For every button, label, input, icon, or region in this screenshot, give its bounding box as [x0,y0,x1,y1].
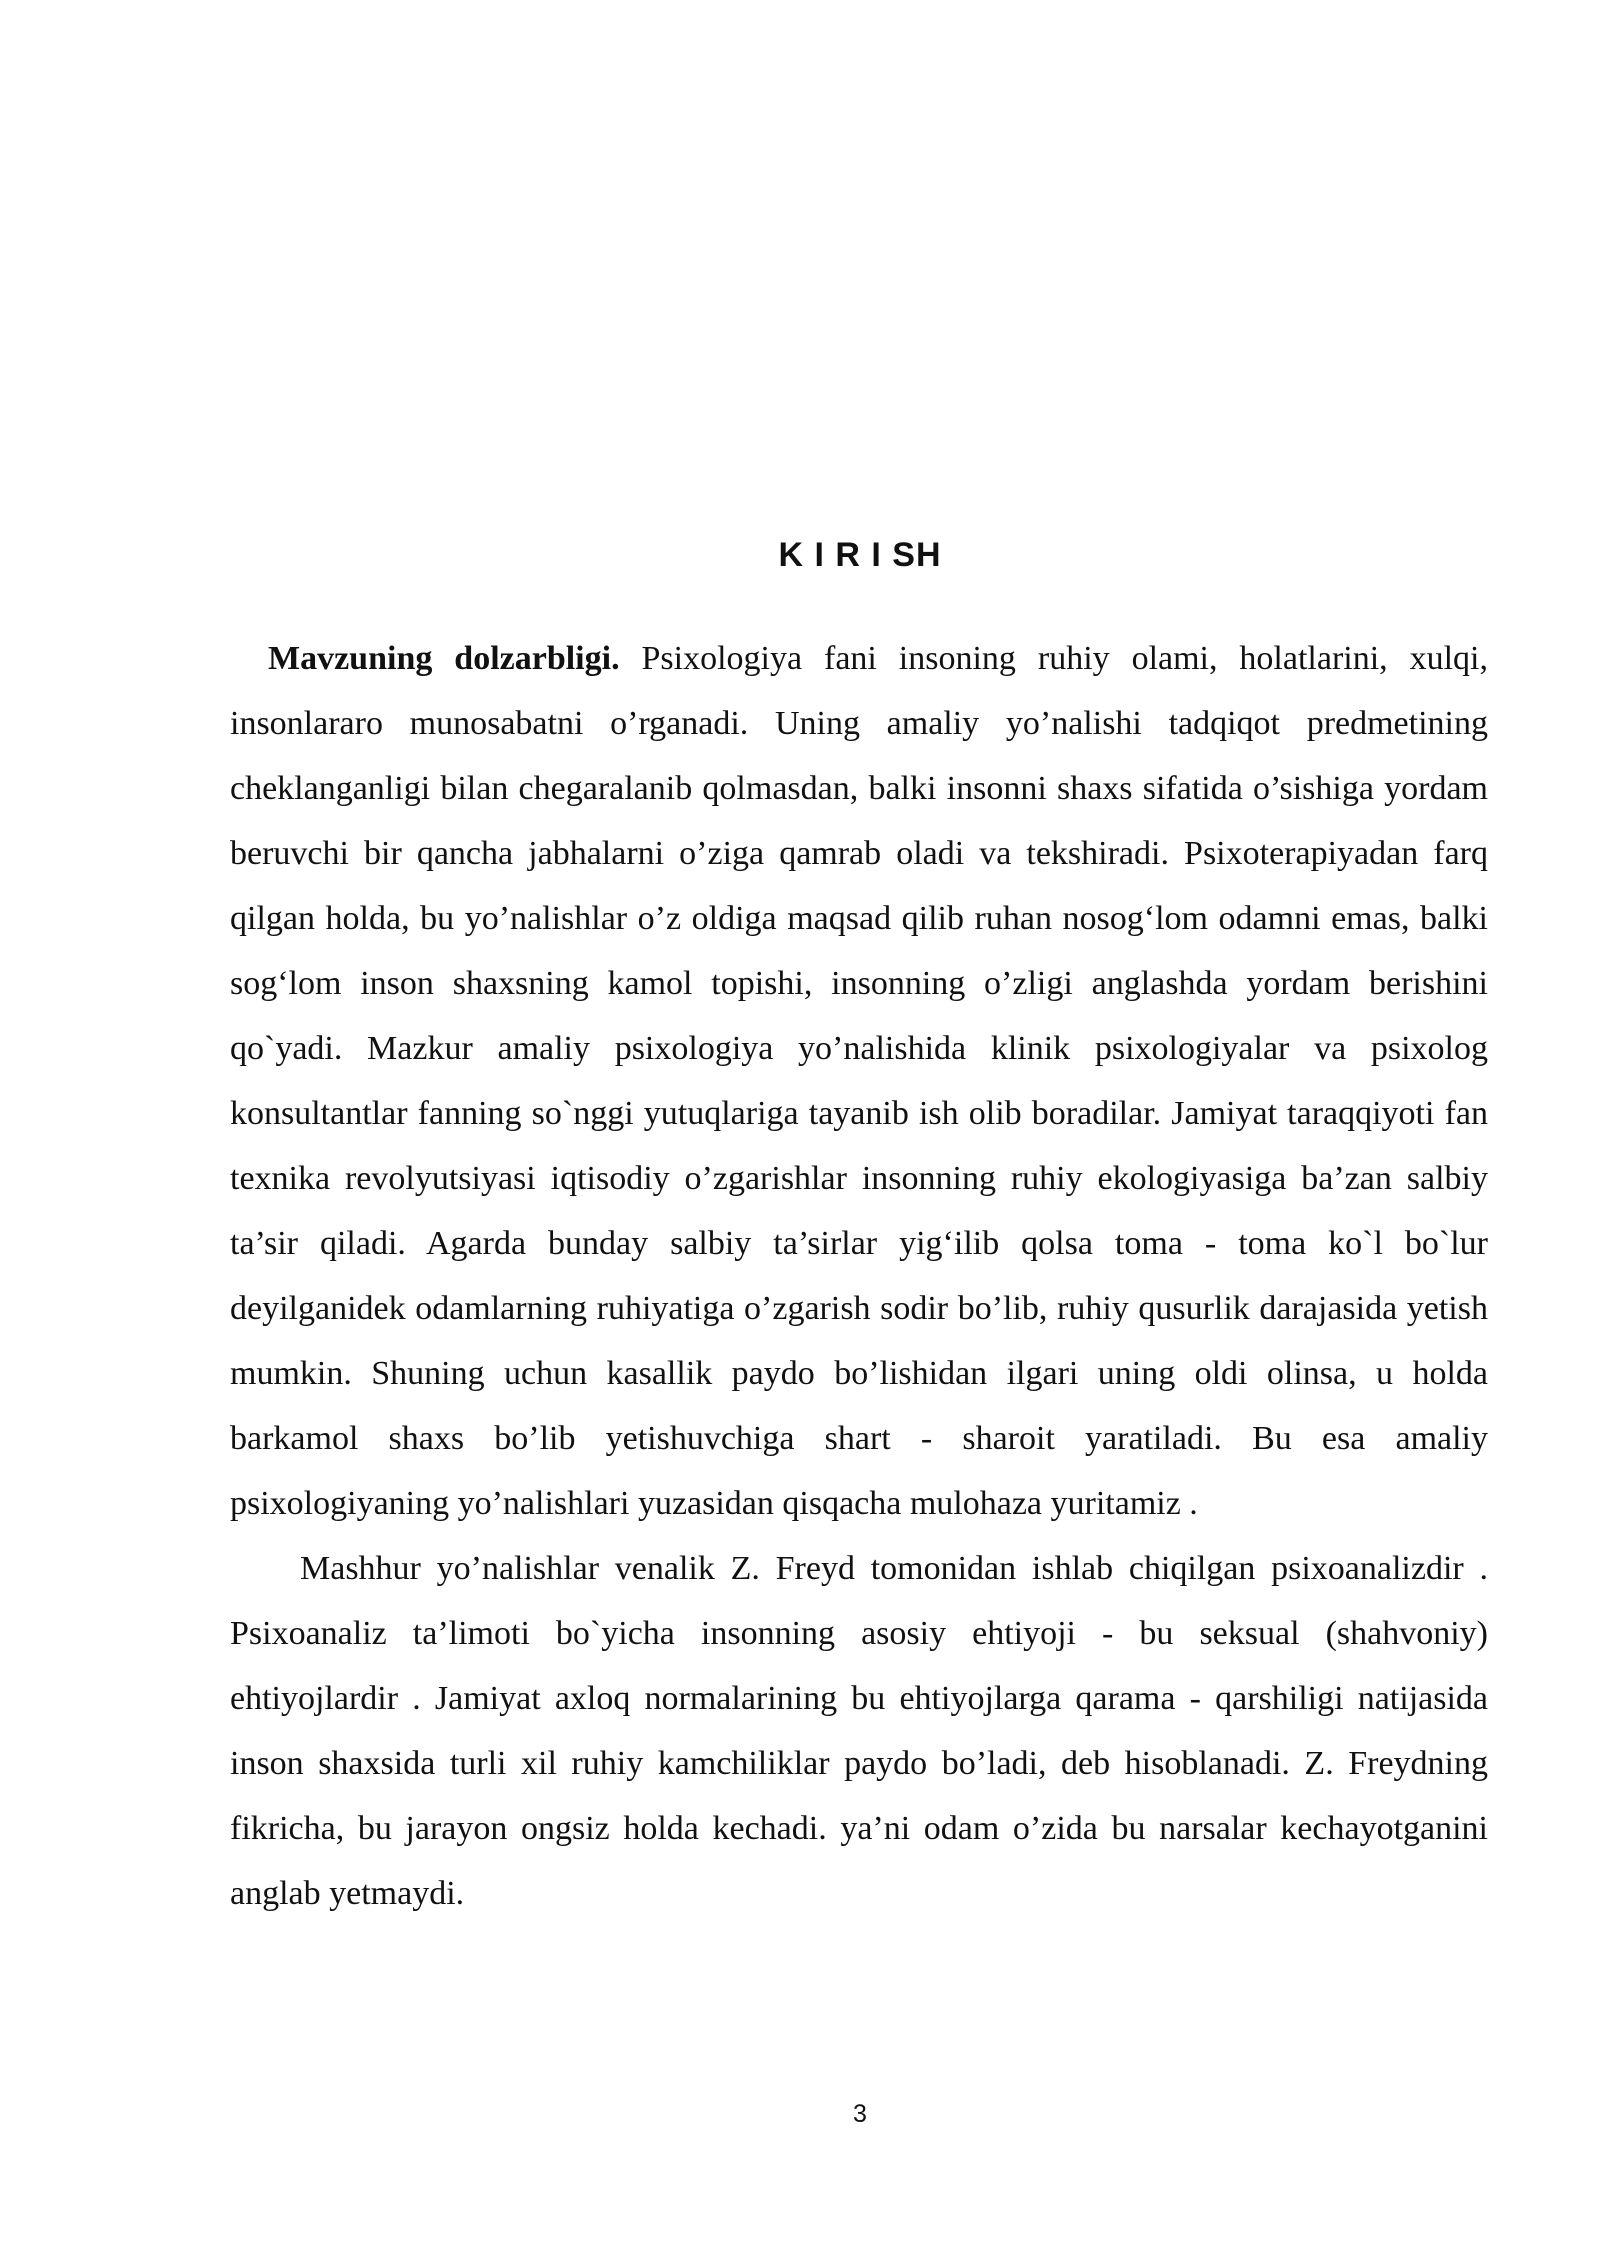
body-text [230,626,1488,1926]
section-heading: K I R I SH [778,536,942,574]
paragraph-relevance [230,626,1488,1536]
paragraph-relevance-text: Psixologiya fani insoning ruhiy olami, holatlarini, xulqi, insonlararo munosabatni o’rganadi. Uning amaliy yo’nalishi tadqiqot predmetining cheklanganligi bilan chegaralanib qolmasdan, balki insonni shaxs sifatida o’sishiga yordam beruvchi bir qancha jabhalarni o’ziga qamrab oladi va tekshiradi. Psixoterapiyadan farq qilgan holda, bu yo’nalishlar o’z oldiga maqsad qilib ruhan nosog‘lom odamni emas, balki sog‘lom inson shaxsning kamol topishi, insonning o’zligi anglashda yordam berishini qo`yadi. Mazkur amaliy psixologiya yo’nalishida klinik psixologiyalar va psixolog konsultantlar fanning so`nggi yutuqlariga tayanib ish olib boradilar. Jamiyat taraqqiyoti fan texnika revolyutsiyasi iqtisodiy o’zgarishlar insonning ruhiy ekologiyasiga ba’zan salbiy ta’sir qiladi. Agarda bunday salbiy ta’sirlar yig‘ilib qolsa toma - toma ko`l bo`lur deyilganidek odamlarning ruhiyatiga o’zgarish sodir bo’lib, ruhiy qusurlik darajasida yetish mumkin. Shuning uchun kasallik paydo bo’lishidan ilgari uning oldi olinsa, u holda barkamol shaxs bo’lib yetishuvchiga shart - sharoit yaratiladi. Bu esa amaliy psixologiyaning yo’nalishlari yuzasidan qisqacha mulohaza yuritamiz . [230,640,1488,1522]
page-number: 3 [853,2100,867,2128]
paragraph-psychoanalysis: Mashhur yo’nalishlar venalik Z. Freyd tomonidan ishlab chiqilgan psixoanalizdir . Psixoanaliz ta’limoti bo`yicha insonning asosiy ehtiyoji - bu seksual (shahvoniy) ehtiyojlardir . Jamiyat axloq normalarining bu ehtiyojlarga qarama - qarshiligi natijasida inson shaxsida turli xil ruhiy kamchiliklar paydo bo’ladi, deb hisoblanadi. Z. Freydning fikricha, bu jarayon ongsiz holda kechadi. ya’ni odam o’zida bu narsalar kechayotganini anglab yetmaydi. [230,1550,1488,1912]
paragraph-lead-in: Mavzuning dolzarbligi. [268,640,620,677]
